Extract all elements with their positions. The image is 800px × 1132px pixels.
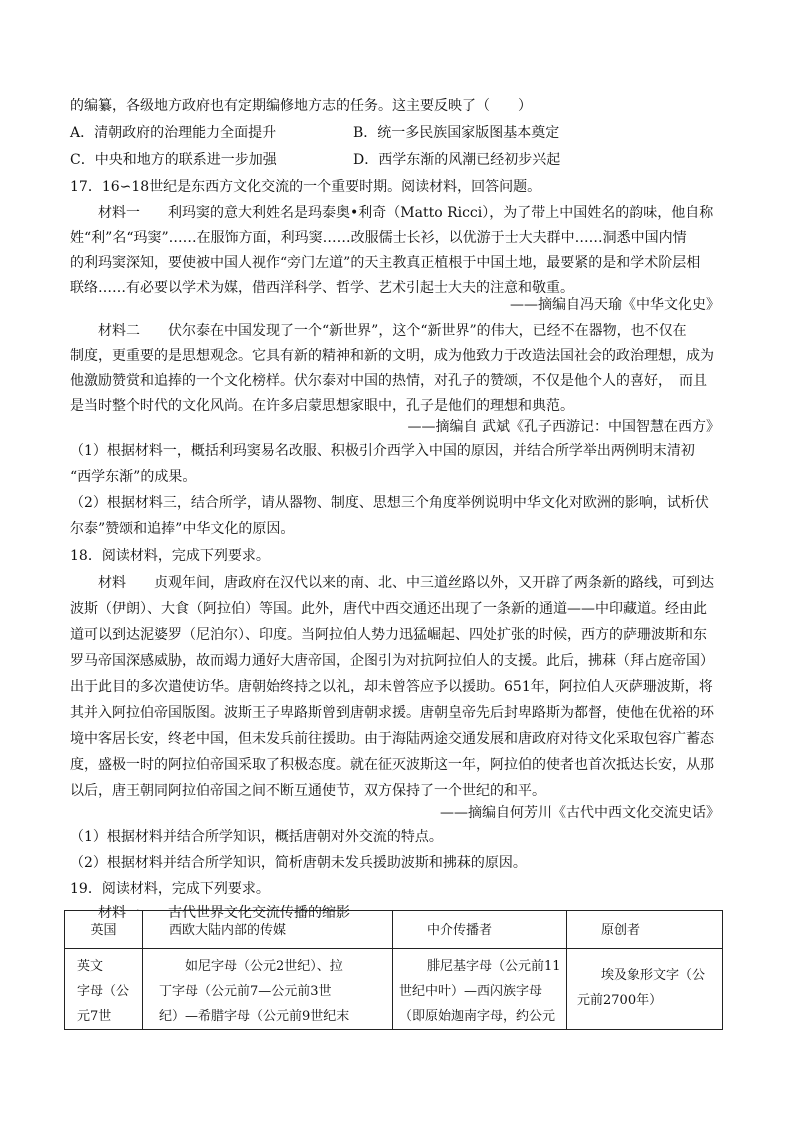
q17-material1-line: 姓“利”名“玛窦”……在服饰方面，利玛窦……改服儒士长衫，以优游于士大夫群中……洞悉中国内情 [70,230,687,246]
q18-material-line: 度，盛极一时的阿拉伯帝国采取了积极态度。就在征灭波斯这一年，阿拉伯的使者也首次抵达长安，从那 [70,757,714,773]
q18-material-line: 道可以到达泥婆罗（尼泊尔）、印度。当阿拉伯人势力迅猛崛起、四处扩张的时候，西方的萨珊波斯和东 [70,627,707,643]
table-cell [567,949,723,1030]
q18-material-line: 其并入阿拉伯帝国版图。波斯王子卑路斯曾到唐朝求援。唐朝皇帝先后封卑路斯为都督，使他在优裕的环 [70,705,714,721]
cell-line: 埃及象形文字（公 [601,968,706,983]
q17-material1-line: 的利玛窦深知，要使被中国人视作“旁门左道”的天主教真正植根于中国土地，最要紧的是和学术阶层相 [70,255,701,271]
q18-source: ——摘编自何芳川《古代中西文化交流史话》 [440,805,720,821]
q18-material-line: 境中客居长安，终老中国，但未发兵前往援助。由于海陆两途交通发展和唐政府对待文化采取包容广蓄态 [70,731,714,747]
q18-material-line: 波斯（伊朗）、大食（阿拉伯）等国。此外，唐代中西交通还出现了一条新的通道——中印藏道。经由此 [70,601,707,617]
q17-material1-line: 联络……有必要以学术为媒，借西洋科学、哲学、艺术引起士大夫的注意和敬重。 [70,280,574,296]
q17-sub2-line: （2）根据材料三，结合所学，请从器物、制度、思想三个角度举例说明中华文化对欧洲的影响，试析伏 [70,495,709,511]
q18-material-line: 材料 贞观年间，唐政府在汉代以来的南、北、中三道丝路以外，又开辟了两条新的路线，可到达 [98,575,714,591]
cell-line: 如尼字母（公元2世纪）、拉 [185,959,343,974]
cell-line: 世纪中叶）—西闪族字母 [399,984,543,999]
q18-sub1: （1）根据材料并结合所学知识，概括唐朝对外交流的特点。 [70,829,443,845]
table-header-cell: 中介传播者 [393,911,567,949]
q18-material-line: 罗马帝国深感威胁，故而竭力通好大唐帝国，企图引为对抗阿拉伯人的支援。此后，拂菻（拜占庭帝国） [70,653,714,669]
q16-option-c: C．中央和地方的联系进一步加强 [70,152,277,168]
table-header-cell: 英国 [65,911,143,949]
q19-material1-title: 材料一 古代世界文化交流传播的缩影 [98,905,350,921]
q19-stem: 19．阅读材料，完成下列要求。 [70,881,270,897]
q17-material2-line: 制度，更重要的是思想观念。它具有新的精神和新的文明，成为他致力于改造法国社会的政治理想，成为 [70,348,714,364]
cell-line: 丁字母（公元前7—公元前3世 [159,984,332,999]
q17-material1-source: ——摘编自冯天瑜《中华文化史》 [510,297,720,313]
table-cell [65,949,143,1030]
table-cell [143,949,393,1030]
q18-material-line: 出于此目的多次遣使访华。唐朝始终持之以礼，却未曾答应予以援助。651年，阿拉伯人灭萨珊波斯，将 [70,679,713,695]
q17-stem: 17．16∽18世纪是东西方文化交流的一个重要时期。阅读材料，回答问题。 [70,179,542,195]
q17-sub2-line: 尔泰”赞颂和追捧”中华文化的原因。 [70,521,295,537]
q17-material1-line: 材料一 利玛窦的意大利姓名是玛泰奥•利奇（Matto Ricci），为了带上中国姓名的韵味，他自称 [98,205,714,221]
cell-line: 英文 [77,959,104,974]
cell-line: 元7世 [77,1009,112,1024]
table-header-cell: 西欧大陆内部的传媒 [143,911,393,949]
q17-material2-line: 材料二 伏尔泰在中国发现了一个“新世界”，这个“新世界”的伟大，已经不在器物，也不仅在 [98,323,687,339]
q16-option-a: A．清朝政府的治理能力全面提升 [70,125,277,141]
table-header-cell: 原创者 [567,911,723,949]
cell-line: （即原始迦南字母，约公元 [399,1009,556,1024]
q17-material2-source: ——摘编自 武斌《孔子西游记：中国智慧在西方》 [407,419,720,435]
q16-option-b: B．统一多民族国家版图基本奠定 [353,125,560,141]
q17-sub1-line: “西学东渐”的成果。 [70,469,197,485]
table-header-row [65,911,723,949]
cell-line: 元前2700年） [577,993,663,1008]
q16-stem-tail: 的编纂，各级地方政府也有定期编修地方志的任务。这主要反映了（ ） [70,98,532,114]
q18-stem: 18．阅读材料，完成下列要求。 [70,548,270,564]
q16-option-d: D．西学东渐的风潮已经初步兴起 [353,152,561,168]
table-cell [393,949,567,1030]
q18-material-line: 以后，唐王朝同阿拉伯帝国之间不断互通使节，双方保持了一个世纪的和平。 [70,783,546,799]
q18-sub2: （2）根据材料并结合所学知识，简析唐朝未发兵援助波斯和拂菻的原因。 [70,855,527,871]
q19-table [64,910,723,1030]
cell-line: 字母（公 [77,984,130,999]
q17-material2-line: 是当时整个时代的文化风尚。在许多启蒙思想家眼中，孔子是他们的理想和典范。 [70,398,574,414]
cell-line: 纪）—希腊字母（公元前9世纪末 [159,1009,350,1024]
cell-line: 腓尼基字母（公元前11 [427,959,561,974]
table-row [65,949,723,1030]
q17-sub1-line: （1）根据材料一，概括利玛窦易名改服、积极引介西学入中国的原因，并结合所学举出两例明末清初 [70,443,695,459]
q17-material2-line: 他激励赞赏和追捧的一个文化榜样。伏尔泰对中国的热情，对孔子的赞颂，不仅是他个人的喜好， 而且 [70,373,707,389]
